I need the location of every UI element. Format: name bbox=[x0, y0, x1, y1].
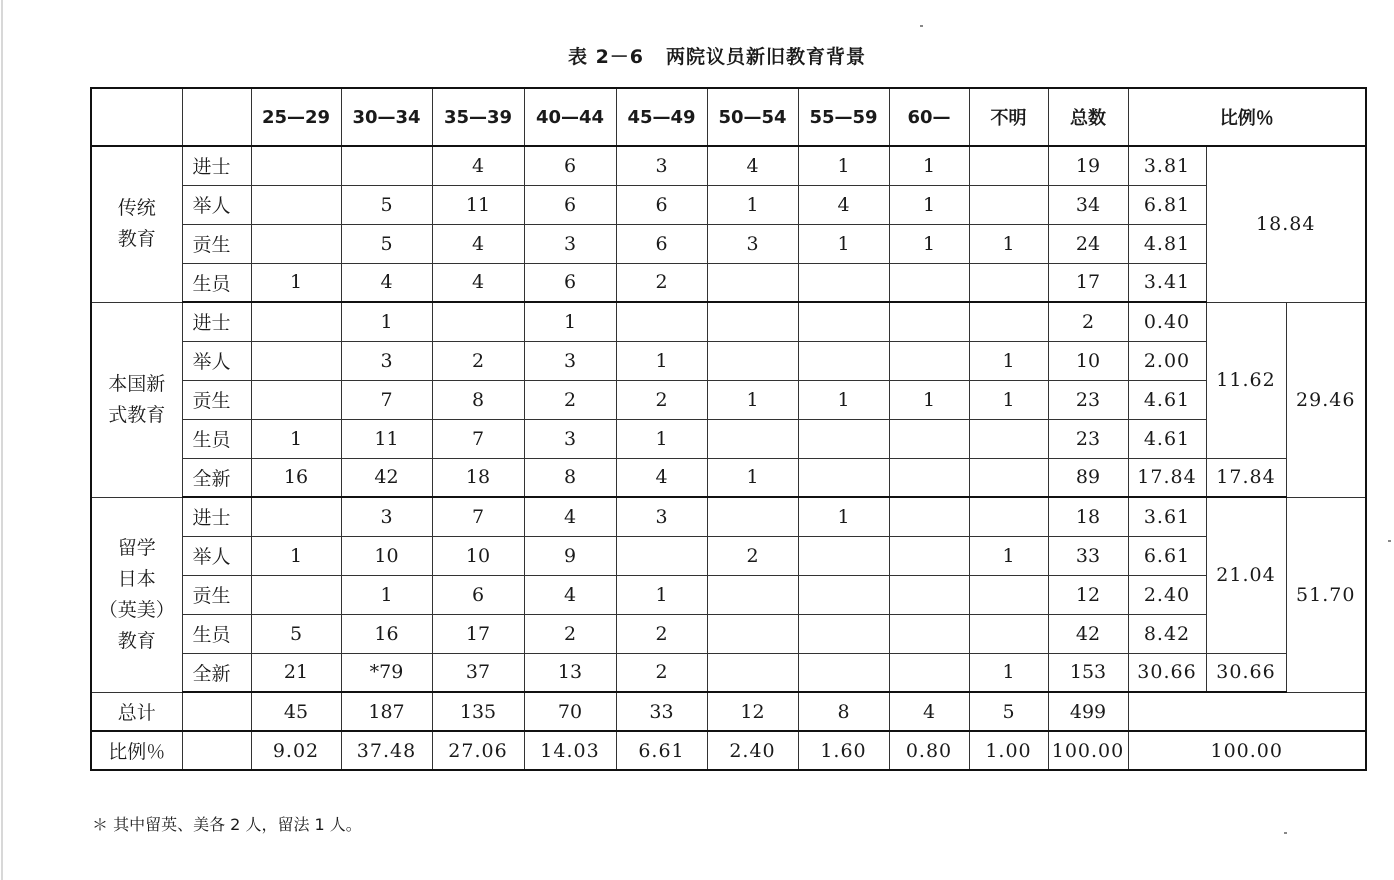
table-caption: 两院议员新旧教育背景 bbox=[666, 46, 867, 68]
data-cell: 5 bbox=[969, 692, 1048, 731]
data-cell: 3 bbox=[616, 146, 707, 185]
data-cell: 1 bbox=[616, 341, 707, 380]
data-cell bbox=[969, 575, 1048, 614]
data-cell bbox=[889, 536, 969, 575]
data-cell bbox=[798, 419, 889, 458]
data-cell: 6 bbox=[524, 263, 616, 302]
data-cell: 1 bbox=[616, 419, 707, 458]
pct-cell: 4.61 bbox=[1128, 380, 1206, 419]
data-cell bbox=[251, 497, 341, 536]
data-cell: 21 bbox=[251, 653, 341, 692]
pct-cell: 3.81 bbox=[1128, 146, 1206, 185]
data-cell bbox=[889, 458, 969, 497]
pct-cell: 3.61 bbox=[1128, 497, 1206, 536]
data-cell bbox=[251, 575, 341, 614]
header-row bbox=[91, 88, 1366, 146]
data-cell: 2 bbox=[616, 380, 707, 419]
total-cell: 23 bbox=[1048, 380, 1128, 419]
table-number: 表 2－6 bbox=[567, 46, 645, 68]
data-cell: 2 bbox=[524, 380, 616, 419]
footnote: ＊ 其中留英、美各 2 人，留法 1 人。 bbox=[92, 815, 362, 834]
data-cell bbox=[707, 419, 798, 458]
data-cell: 1 bbox=[707, 380, 798, 419]
data-cell: 1 bbox=[889, 380, 969, 419]
data-cell: 6 bbox=[616, 185, 707, 224]
data-cell: 11 bbox=[341, 419, 432, 458]
data-cell: 14.03 bbox=[524, 731, 616, 770]
pct-cell: 3.41 bbox=[1128, 263, 1206, 302]
data-cell: 3 bbox=[341, 497, 432, 536]
data-cell: 187 bbox=[341, 692, 432, 731]
subtotal-traditional: 18.84 bbox=[1206, 146, 1366, 302]
data-cell bbox=[969, 185, 1048, 224]
data-cell: 1 bbox=[524, 302, 616, 341]
data-cell: 1.00 bbox=[969, 731, 1048, 770]
data-cell: 2 bbox=[524, 614, 616, 653]
pct-cell: 2.40 bbox=[1128, 575, 1206, 614]
pct-cell: 30.66 bbox=[1128, 653, 1206, 692]
data-cell bbox=[798, 341, 889, 380]
page-edge bbox=[1, 0, 3, 880]
data-cell: 2 bbox=[616, 653, 707, 692]
data-cell bbox=[889, 302, 969, 341]
data-cell: 7 bbox=[341, 380, 432, 419]
total-cell: 24 bbox=[1048, 224, 1128, 263]
data-cell: 45 bbox=[251, 692, 341, 731]
data-cell: 16 bbox=[251, 458, 341, 497]
data-cell: 3 bbox=[524, 224, 616, 263]
data-cell: *79 bbox=[341, 653, 432, 692]
data-cell: 1 bbox=[616, 575, 707, 614]
row-label: 全新 bbox=[182, 458, 251, 497]
total-cell: 34 bbox=[1048, 185, 1128, 224]
data-cell: 4 bbox=[524, 575, 616, 614]
data-cell bbox=[969, 497, 1048, 536]
data-cell: 4 bbox=[616, 458, 707, 497]
header-cell-ratio: 比例％ bbox=[1128, 88, 1366, 146]
total-cell: 10 bbox=[1048, 341, 1128, 380]
data-cell: 5 bbox=[341, 224, 432, 263]
table-row bbox=[91, 224, 1366, 263]
pct-cell: 6.61 bbox=[1128, 536, 1206, 575]
total-cell: 17 bbox=[1048, 263, 1128, 302]
data-cell: 6 bbox=[524, 146, 616, 185]
total-cell: 33 bbox=[1048, 536, 1128, 575]
table-row bbox=[91, 458, 1366, 497]
data-cell: 6.61 bbox=[616, 731, 707, 770]
data-cell: 1 bbox=[969, 224, 1048, 263]
data-cell: 10 bbox=[432, 536, 524, 575]
total-cell: 18 bbox=[1048, 497, 1128, 536]
data-cell bbox=[251, 380, 341, 419]
data-cell bbox=[889, 575, 969, 614]
data-cell: 13 bbox=[524, 653, 616, 692]
data-cell: 42 bbox=[341, 458, 432, 497]
row-label: 进士 bbox=[182, 302, 251, 341]
data-cell: 37 bbox=[432, 653, 524, 692]
group-label-traditional: 传统 教育 bbox=[91, 146, 182, 302]
data-cell bbox=[889, 497, 969, 536]
table-row bbox=[91, 146, 1366, 185]
header-cell: 35—39 bbox=[432, 88, 524, 146]
data-cell: 2 bbox=[616, 263, 707, 302]
data-cell bbox=[707, 302, 798, 341]
row-label: 贡生 bbox=[182, 575, 251, 614]
pct-cell: 6.81 bbox=[1128, 185, 1206, 224]
data-cell bbox=[251, 146, 341, 185]
data-cell: 4 bbox=[341, 263, 432, 302]
data-cell: 1 bbox=[798, 380, 889, 419]
row-label: 生员 bbox=[182, 614, 251, 653]
data-cell: 2 bbox=[707, 536, 798, 575]
row-label: 全新 bbox=[182, 653, 251, 692]
data-cell: 5 bbox=[251, 614, 341, 653]
data-cell: 4 bbox=[889, 692, 969, 731]
header-corner bbox=[91, 88, 182, 146]
data-cell bbox=[889, 653, 969, 692]
data-cell: 8 bbox=[798, 692, 889, 731]
header-cell: 不明 bbox=[969, 88, 1048, 146]
data-cell bbox=[969, 146, 1048, 185]
total-cell: 153 bbox=[1048, 653, 1128, 692]
subtotal-domestic-new: 17.84 bbox=[1206, 458, 1286, 497]
table-row bbox=[91, 653, 1366, 692]
data-cell: 6 bbox=[432, 575, 524, 614]
ratio-blank bbox=[182, 731, 251, 770]
ratio-label: 比例％ bbox=[91, 731, 182, 770]
data-cell: 1 bbox=[798, 497, 889, 536]
pct-cell: 17.84 bbox=[1128, 458, 1206, 497]
header-cell: 总数 bbox=[1048, 88, 1128, 146]
data-cell: 17 bbox=[432, 614, 524, 653]
total-cell: 42 bbox=[1048, 614, 1128, 653]
data-cell: 70 bbox=[524, 692, 616, 731]
header-cell: 55—59 bbox=[798, 88, 889, 146]
data-cell bbox=[969, 302, 1048, 341]
data-cell: 1 bbox=[889, 185, 969, 224]
overall-domestic: 29.46 bbox=[1286, 302, 1366, 497]
data-cell: 4 bbox=[432, 263, 524, 302]
totals-blank bbox=[182, 692, 251, 731]
data-cell bbox=[798, 653, 889, 692]
data-cell: 4 bbox=[707, 146, 798, 185]
data-cell: 9 bbox=[524, 536, 616, 575]
pct-cell: 8.42 bbox=[1128, 614, 1206, 653]
data-cell: 11 bbox=[432, 185, 524, 224]
header-cell: 25—29 bbox=[251, 88, 341, 146]
data-cell: 37.48 bbox=[341, 731, 432, 770]
row-label: 贡生 bbox=[182, 380, 251, 419]
data-cell bbox=[251, 302, 341, 341]
row-label: 生员 bbox=[182, 419, 251, 458]
total-cell: 499 bbox=[1048, 692, 1128, 731]
pct-cell: 0.40 bbox=[1128, 302, 1206, 341]
totals-row bbox=[91, 692, 1366, 731]
total-cell: 100.00 bbox=[1048, 731, 1128, 770]
data-cell bbox=[798, 614, 889, 653]
table-row bbox=[91, 341, 1366, 380]
scan-speck bbox=[920, 25, 923, 27]
table-row bbox=[91, 614, 1366, 653]
data-cell: 4 bbox=[432, 146, 524, 185]
table-row bbox=[91, 497, 1366, 536]
education-table bbox=[90, 87, 1367, 771]
data-cell: 1 bbox=[251, 419, 341, 458]
data-cell bbox=[707, 263, 798, 302]
row-label: 举人 bbox=[182, 185, 251, 224]
ratio-row bbox=[91, 731, 1366, 770]
total-cell: 12 bbox=[1048, 575, 1128, 614]
row-label: 生员 bbox=[182, 263, 251, 302]
total-cell: 19 bbox=[1048, 146, 1128, 185]
data-cell: 4 bbox=[798, 185, 889, 224]
data-cell bbox=[251, 224, 341, 263]
data-cell bbox=[969, 458, 1048, 497]
data-cell bbox=[969, 419, 1048, 458]
table-row bbox=[91, 536, 1366, 575]
table-row bbox=[91, 302, 1366, 341]
data-cell bbox=[251, 341, 341, 380]
data-cell: 1 bbox=[251, 536, 341, 575]
data-cell bbox=[707, 341, 798, 380]
data-cell: 5 bbox=[341, 185, 432, 224]
data-cell: 7 bbox=[432, 497, 524, 536]
data-cell bbox=[616, 302, 707, 341]
data-cell: 27.06 bbox=[432, 731, 524, 770]
data-cell bbox=[889, 614, 969, 653]
data-cell: 7 bbox=[432, 419, 524, 458]
data-cell: 135 bbox=[432, 692, 524, 731]
ratio-overall: 100.00 bbox=[1128, 731, 1366, 770]
overall-abroad: 51.70 bbox=[1286, 497, 1366, 692]
data-cell: 8 bbox=[432, 380, 524, 419]
pct-cell: 4.81 bbox=[1128, 224, 1206, 263]
data-cell: 9.02 bbox=[251, 731, 341, 770]
data-cell bbox=[251, 185, 341, 224]
data-cell bbox=[798, 458, 889, 497]
total-cell: 2 bbox=[1048, 302, 1128, 341]
header-cell: 40—44 bbox=[524, 88, 616, 146]
data-cell: 1 bbox=[969, 380, 1048, 419]
table-row bbox=[91, 419, 1366, 458]
table-row bbox=[91, 185, 1366, 224]
table-title bbox=[0, 42, 1394, 69]
total-cell: 23 bbox=[1048, 419, 1128, 458]
data-cell: 1 bbox=[798, 224, 889, 263]
data-cell: 16 bbox=[341, 614, 432, 653]
data-cell: 6 bbox=[616, 224, 707, 263]
data-cell: 1 bbox=[707, 458, 798, 497]
data-cell: 1 bbox=[889, 146, 969, 185]
data-cell: 3 bbox=[524, 341, 616, 380]
data-cell: 18 bbox=[432, 458, 524, 497]
table-row bbox=[91, 263, 1366, 302]
data-cell: 1 bbox=[251, 263, 341, 302]
group-label-domestic: 本国新 式教育 bbox=[91, 302, 182, 497]
header-cell: 60— bbox=[889, 88, 969, 146]
data-cell: 3 bbox=[707, 224, 798, 263]
header-cell: 50—54 bbox=[707, 88, 798, 146]
pct-cell: 2.00 bbox=[1128, 341, 1206, 380]
data-cell: 1.60 bbox=[798, 731, 889, 770]
header-cell: 30—34 bbox=[341, 88, 432, 146]
data-cell: 4 bbox=[524, 497, 616, 536]
data-cell bbox=[707, 653, 798, 692]
data-cell: 2.40 bbox=[707, 731, 798, 770]
data-cell bbox=[798, 536, 889, 575]
table-row bbox=[91, 575, 1366, 614]
data-cell bbox=[707, 614, 798, 653]
data-cell bbox=[707, 575, 798, 614]
data-cell bbox=[889, 263, 969, 302]
data-cell: 1 bbox=[969, 653, 1048, 692]
data-cell bbox=[341, 146, 432, 185]
data-cell: 1 bbox=[707, 185, 798, 224]
header-corner-sub bbox=[182, 88, 251, 146]
data-cell: 1 bbox=[889, 224, 969, 263]
pct-cell: 4.61 bbox=[1128, 419, 1206, 458]
row-label: 进士 bbox=[182, 146, 251, 185]
data-cell: 2 bbox=[616, 614, 707, 653]
subtotal-domestic-old: 11.62 bbox=[1206, 302, 1286, 458]
data-cell bbox=[889, 341, 969, 380]
data-cell: 33 bbox=[616, 692, 707, 731]
data-cell bbox=[798, 263, 889, 302]
total-cell: 89 bbox=[1048, 458, 1128, 497]
row-label: 贡生 bbox=[182, 224, 251, 263]
table-row bbox=[91, 380, 1366, 419]
data-cell: 2 bbox=[432, 341, 524, 380]
data-cell: 12 bbox=[707, 692, 798, 731]
subtotal-abroad-old: 21.04 bbox=[1206, 497, 1286, 653]
data-cell: 3 bbox=[341, 341, 432, 380]
data-cell: 1 bbox=[969, 536, 1048, 575]
scan-speck bbox=[1388, 540, 1391, 542]
data-cell: 0.80 bbox=[889, 731, 969, 770]
group-label-abroad: 留学 日本 （英美） 教育 bbox=[91, 497, 182, 692]
data-cell: 3 bbox=[616, 497, 707, 536]
data-cell: 4 bbox=[432, 224, 524, 263]
totals-label: 总计 bbox=[91, 692, 182, 731]
data-cell bbox=[432, 302, 524, 341]
data-cell bbox=[889, 419, 969, 458]
data-cell: 8 bbox=[524, 458, 616, 497]
subtotal-abroad-new: 30.66 bbox=[1206, 653, 1286, 692]
data-cell bbox=[969, 263, 1048, 302]
scan-speck bbox=[1284, 832, 1287, 834]
data-cell: 3 bbox=[524, 419, 616, 458]
data-cell bbox=[969, 614, 1048, 653]
data-cell: 1 bbox=[798, 146, 889, 185]
data-cell bbox=[798, 575, 889, 614]
data-cell bbox=[707, 497, 798, 536]
data-cell: 1 bbox=[341, 302, 432, 341]
row-label: 进士 bbox=[182, 497, 251, 536]
data-cell bbox=[798, 302, 889, 341]
data-cell: 1 bbox=[969, 341, 1048, 380]
row-label: 举人 bbox=[182, 341, 251, 380]
totals-blank-ratio bbox=[1128, 692, 1366, 731]
data-cell: 10 bbox=[341, 536, 432, 575]
header-cell: 45—49 bbox=[616, 88, 707, 146]
data-cell bbox=[616, 536, 707, 575]
data-cell: 6 bbox=[524, 185, 616, 224]
data-cell: 1 bbox=[341, 575, 432, 614]
row-label: 举人 bbox=[182, 536, 251, 575]
